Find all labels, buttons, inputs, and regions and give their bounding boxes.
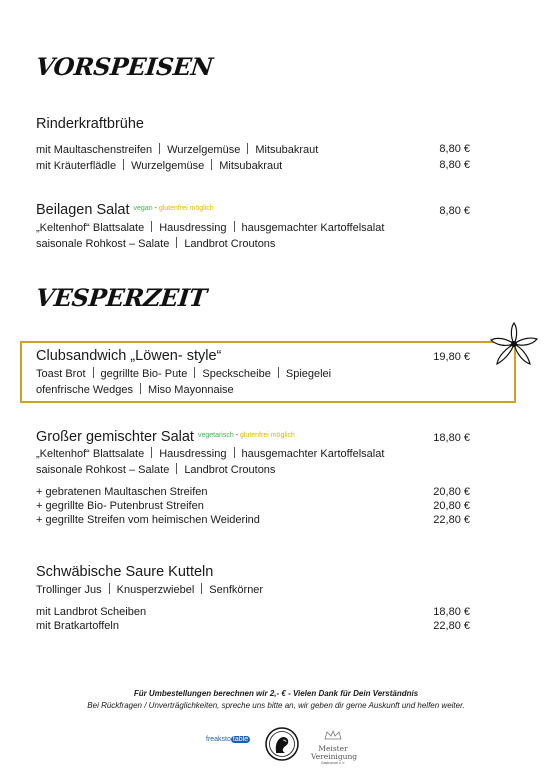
line-text: saisonale Rohkost – Salate bbox=[36, 238, 170, 250]
section-title-vorspeisen: VORSPEISEN bbox=[34, 52, 215, 81]
line-text: Knusperzwiebel bbox=[116, 584, 195, 596]
divider bbox=[278, 367, 279, 378]
price: 8,80 € bbox=[439, 159, 470, 171]
line-text: mit Maultaschenstreifen bbox=[36, 144, 153, 156]
logo-text-badge: table bbox=[232, 736, 249, 743]
line-text: Wurzelgemüse bbox=[131, 160, 205, 172]
line-text: Miso Mayonnaise bbox=[148, 384, 234, 396]
badge-vegan: vegan bbox=[133, 205, 153, 212]
dish-title-kutteln: Schwäbische Saure Kutteln bbox=[36, 564, 214, 580]
line-text: hausgemachter Kartoffelsalat bbox=[241, 448, 385, 460]
extra-option: + gegrillte Bio- Putenbrust Streifen bbox=[36, 500, 204, 512]
price: 8,80 € bbox=[439, 143, 470, 155]
divider bbox=[176, 463, 177, 474]
divider bbox=[211, 159, 212, 170]
menu-line bbox=[36, 221, 384, 234]
divider bbox=[140, 383, 141, 394]
badge-gluten: glutenfrei möglich bbox=[239, 432, 295, 439]
divider bbox=[151, 447, 152, 458]
line-text: Toast Brot bbox=[36, 368, 86, 380]
diet-badge bbox=[134, 205, 214, 212]
price: 18,80 € bbox=[433, 606, 470, 618]
line-text: Wurzelgemüse bbox=[167, 144, 241, 156]
diet-badge bbox=[198, 432, 295, 439]
divider bbox=[159, 143, 160, 154]
menu-line bbox=[36, 237, 275, 250]
extra-option: + gegrillte Streifen vom heimischen Weiderind bbox=[36, 514, 260, 526]
line-text: saisonale Rohkost – Salate bbox=[36, 464, 170, 476]
footer-notice-bold: Für Umbestellungen berechnen wir 2,- € - Vielen Dank für Dein Verständnis bbox=[133, 689, 419, 698]
dish-title-clubsandwich: Clubsandwich „Löwen- style“ bbox=[36, 348, 222, 364]
line-text: gegrillte Bio- Pute bbox=[100, 368, 188, 380]
menu-line bbox=[36, 143, 318, 156]
line-text: „Keltenhof“ Blattsalate bbox=[36, 448, 145, 460]
divider bbox=[123, 159, 124, 170]
price: 19,80 € bbox=[433, 351, 470, 363]
option-line: mit Landbrot Scheiben bbox=[36, 606, 147, 618]
divider bbox=[247, 143, 248, 154]
divider bbox=[151, 221, 152, 232]
divider bbox=[176, 237, 177, 248]
price: 20,80 € bbox=[433, 486, 470, 498]
line-text: ofenfrische Wedges bbox=[36, 384, 134, 396]
divider bbox=[194, 367, 195, 378]
dish-title-text: Großer gemischter Salat bbox=[36, 429, 194, 445]
price: 8,80 € bbox=[439, 205, 470, 217]
price: 20,80 € bbox=[433, 500, 470, 512]
badge-gluten: glutenfrei möglich bbox=[158, 205, 214, 212]
line-text: Hausdressing bbox=[159, 222, 227, 234]
badge-separator: - bbox=[152, 205, 159, 212]
dish-title-beilagen-salat bbox=[36, 202, 214, 218]
logo-text: Gastronom e.V. bbox=[320, 761, 346, 765]
dish-title-text: Beilagen Salat bbox=[36, 202, 130, 218]
meister-vereinigung-logo bbox=[311, 727, 358, 766]
divider bbox=[234, 447, 235, 458]
line-text: Spiegelei bbox=[285, 368, 332, 380]
line-text: Trollinger Jus bbox=[36, 584, 102, 596]
freakstotable-logo bbox=[206, 736, 258, 752]
line-text: Mitsubakraut bbox=[255, 144, 319, 156]
lion-seal-icon bbox=[265, 727, 299, 761]
price: 22,80 € bbox=[433, 514, 470, 526]
divider bbox=[234, 221, 235, 232]
dish-title-grosser-salat bbox=[36, 429, 295, 445]
divider bbox=[109, 583, 110, 594]
price: 18,80 € bbox=[433, 432, 470, 444]
crown-icon bbox=[323, 730, 343, 740]
badge-separator: - bbox=[233, 432, 240, 439]
extra-option: + gebratenen Maultaschen Streifen bbox=[36, 486, 208, 498]
divider bbox=[93, 367, 94, 378]
logo-text: freaksto bbox=[206, 736, 231, 743]
line-text: Mitsubakraut bbox=[219, 160, 283, 172]
menu-line bbox=[36, 583, 263, 596]
price: 22,80 € bbox=[433, 620, 470, 632]
logo-text: Meister bbox=[318, 744, 348, 753]
line-text: „Keltenhof“ Blattsalate bbox=[36, 222, 145, 234]
line-text: Landbrot Croutons bbox=[184, 464, 276, 476]
menu-line bbox=[36, 367, 331, 380]
section-title-vesperzeit: VESPERZEIT bbox=[34, 283, 208, 312]
logo-text: Vereinigung bbox=[311, 752, 358, 761]
menu-line bbox=[36, 383, 234, 396]
divider bbox=[201, 583, 202, 594]
line-text: hausgemachter Kartoffelsalat bbox=[241, 222, 385, 234]
line-text: Landbrot Croutons bbox=[184, 238, 276, 250]
menu-line bbox=[36, 447, 384, 460]
line-text: mit Kräuterflädle bbox=[36, 160, 117, 172]
line-text: Senfkörner bbox=[209, 584, 264, 596]
line-text: Speckscheibe bbox=[202, 368, 271, 380]
menu-line bbox=[36, 463, 275, 476]
line-text: Hausdressing bbox=[159, 448, 227, 460]
dish-title-rinderkraftbruehe: Rinderkraftbrühe bbox=[36, 116, 144, 132]
option-line: mit Bratkartoffeln bbox=[36, 620, 119, 632]
flower-icon bbox=[488, 322, 540, 368]
badge-vegetarian: vegetarisch bbox=[197, 432, 234, 439]
menu-line bbox=[36, 159, 282, 172]
footer-notice: Bei Rückfragen / Unverträglichkeiten, spreche uns bitte an, wir geben dir gerne Auskunft und helfen weiter. bbox=[87, 701, 465, 710]
